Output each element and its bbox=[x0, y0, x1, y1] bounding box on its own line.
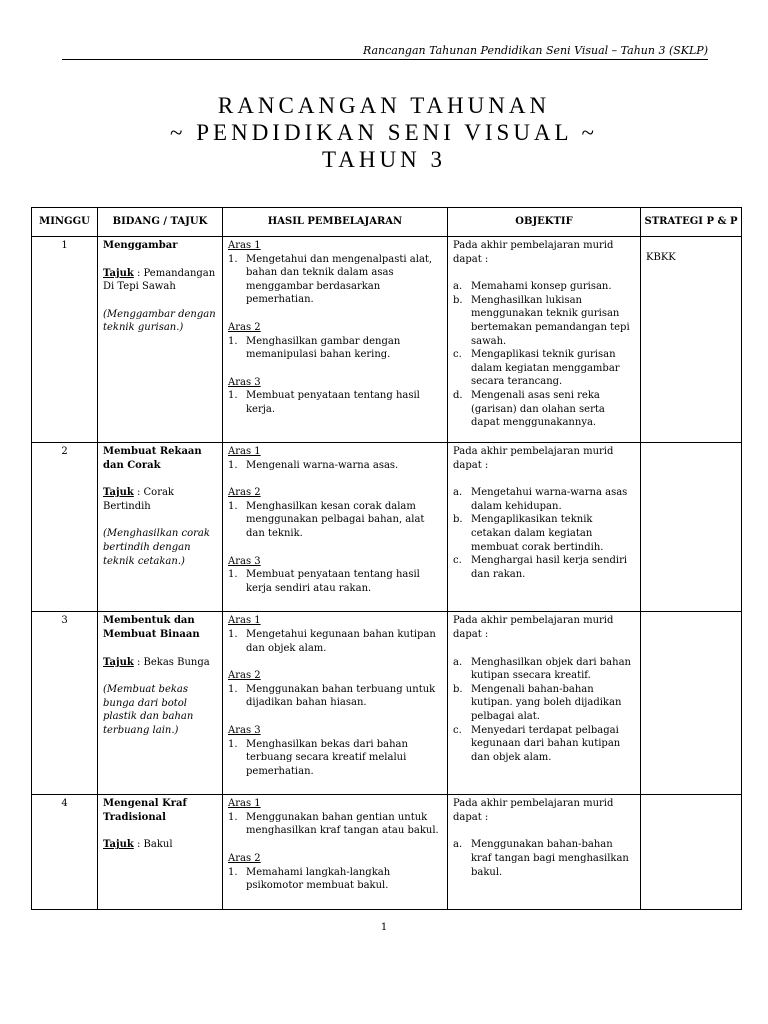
list-marker: a. bbox=[453, 839, 463, 851]
learning-outcomes-cell bbox=[223, 612, 448, 795]
list-item bbox=[453, 486, 635, 513]
learning-outcomes-cell bbox=[223, 443, 448, 612]
list-text: Mengenali asas seni reka (garisan) dan olahan serta dapat menggunakannya. bbox=[471, 389, 605, 429]
bidang-cell bbox=[98, 237, 223, 443]
list-marker: 1. bbox=[228, 390, 238, 402]
level-label: Aras 2 bbox=[228, 670, 261, 682]
list-text: Mengaplikasi teknik gurisan dalam kegiatan menggambar secara terancang. bbox=[471, 349, 620, 388]
tajuk bbox=[103, 486, 217, 513]
list-item bbox=[453, 724, 635, 765]
activity-note: (Menggambar dengan teknik gurisan.) bbox=[103, 308, 216, 334]
level-label: Aras 1 bbox=[228, 446, 261, 457]
level-label: Aras 2 bbox=[228, 853, 261, 865]
tajuk-value: : Bekas Bunga bbox=[136, 656, 210, 668]
header-objektif: OBJEKTIF bbox=[448, 208, 641, 237]
list-item bbox=[453, 656, 635, 683]
list-item bbox=[228, 811, 442, 838]
list-item bbox=[453, 348, 635, 389]
tajuk-value: : Pemandangan Di Tepi Sawah bbox=[103, 267, 216, 293]
list-marker: b. bbox=[453, 294, 463, 306]
table-row bbox=[32, 237, 742, 443]
list-text: Menggunakan bahan gentian untuk menghasilkan kraf tangan atau bakul. bbox=[246, 811, 439, 837]
list-text: Mengetahui kegunaan bahan kutipan dan objek alam. bbox=[246, 628, 436, 654]
list-text: Memahami langkah-langkah psikomotor membuat bakul. bbox=[246, 866, 391, 892]
table-body bbox=[32, 237, 742, 910]
level-items bbox=[228, 738, 442, 779]
tajuk-label: Tajuk bbox=[103, 267, 134, 279]
page-title bbox=[0, 92, 768, 173]
list-text: Menggunakan bahan terbuang untuk dijadikan bahan hiasan. bbox=[246, 683, 436, 709]
list-marker: 1. bbox=[228, 459, 238, 471]
list-text: Membuat penyataan tentang hasil kerja sendiri atau rakan. bbox=[246, 569, 420, 594]
strategy-cell bbox=[641, 443, 742, 612]
level-items bbox=[228, 335, 442, 362]
level-label: Aras 1 bbox=[228, 240, 261, 251]
list-item bbox=[453, 294, 635, 348]
level-items bbox=[228, 866, 442, 893]
bidang-title: Menggambar bbox=[103, 240, 178, 251]
strategy-cell bbox=[641, 795, 742, 910]
running-header: Rancangan Tahunan Pendidikan Seni Visual – Tahun 3 (SKLP) bbox=[62, 44, 708, 60]
level-block bbox=[228, 669, 442, 710]
list-item bbox=[228, 628, 442, 655]
list-marker: 1. bbox=[228, 253, 238, 265]
level-items bbox=[228, 811, 442, 838]
table-row bbox=[32, 612, 742, 795]
list-item bbox=[228, 500, 442, 541]
level-items bbox=[228, 628, 442, 655]
week-number: 2 bbox=[32, 443, 98, 612]
level-label: Aras 3 bbox=[228, 376, 261, 388]
learning-outcomes-cell bbox=[223, 237, 448, 443]
week-number: 1 bbox=[32, 237, 98, 443]
list-text: Memahami konsep gurisan. bbox=[471, 281, 612, 293]
list-item bbox=[228, 459, 442, 473]
level-block bbox=[228, 724, 442, 778]
week-number: 3 bbox=[32, 612, 98, 795]
list-text: Mengetahui dan mengenalpasti alat, bahan dan teknik dalam asas menggambar berdasarkan pemerhatian. bbox=[246, 253, 433, 306]
list-marker: d. bbox=[453, 389, 463, 401]
list-text: Mengenali bahan-bahan kutipan. yang boleh dijadikan pelbagai alat. bbox=[471, 683, 622, 722]
objectives-cell bbox=[448, 237, 641, 443]
list-marker: b. bbox=[453, 683, 463, 695]
level-label: Aras 1 bbox=[228, 615, 261, 627]
title-line-3: TAHUN 3 bbox=[322, 147, 446, 172]
objective-items bbox=[453, 838, 635, 879]
strategy-cell bbox=[641, 237, 742, 443]
tajuk bbox=[103, 267, 217, 294]
level-items bbox=[228, 459, 442, 473]
list-marker: 1. bbox=[228, 811, 238, 823]
level-items bbox=[228, 568, 442, 595]
list-marker: 1. bbox=[228, 628, 238, 640]
bidang-cell bbox=[98, 612, 223, 795]
title-line-1: RANCANGAN TAHUNAN bbox=[217, 93, 551, 118]
objective-intro: Pada akhir pembelajaran murid dapat : bbox=[453, 446, 614, 471]
objective-intro: Pada akhir pembelajaran murid dapat : bbox=[453, 240, 614, 265]
objectives-cell bbox=[448, 795, 641, 910]
level-label: Aras 3 bbox=[228, 724, 261, 736]
objective-items bbox=[453, 486, 635, 581]
list-item bbox=[228, 866, 442, 893]
table-row bbox=[32, 443, 742, 612]
header-minggu: MINGGU bbox=[32, 208, 98, 237]
level-label: Aras 2 bbox=[228, 321, 261, 333]
list-marker: a. bbox=[453, 487, 463, 499]
activity-note: (Menghasilkan corak bertindih dengan teknik cetakan.) bbox=[103, 528, 210, 567]
list-marker: 1. bbox=[228, 500, 238, 512]
level-block bbox=[228, 614, 442, 655]
list-item bbox=[453, 513, 635, 554]
list-marker: 1. bbox=[228, 683, 238, 695]
level-items bbox=[228, 683, 442, 710]
list-text: Mengenali warna-warna asas. bbox=[246, 459, 399, 471]
objectives-cell bbox=[448, 443, 641, 612]
list-text: Menyedari terdapat pelbagai kegunaan dari bahan kutipan dan objek alam. bbox=[471, 724, 621, 763]
list-text: Mengaplikasikan teknik cetakan dalam kegiatan membuat corak bertindih. bbox=[471, 514, 604, 553]
activity-note: (Membuat bekas bunga dari botol plastik dan bahan terbuang lain.) bbox=[103, 684, 194, 736]
level-block bbox=[228, 555, 442, 596]
table-row bbox=[32, 795, 742, 910]
tajuk-label: Tajuk bbox=[103, 487, 134, 499]
list-text: Menghasilkan gambar dengan memanipulasi bahan kering. bbox=[246, 335, 401, 361]
list-item bbox=[228, 253, 442, 307]
list-text: Mengetahui warna-warna asas dalam kehidupan. bbox=[471, 487, 628, 512]
objective-items bbox=[453, 280, 635, 430]
title-line-2: ~ PENDIDIKAN SENI VISUAL ~ bbox=[170, 120, 598, 145]
header-strategi: STRATEGI P & P bbox=[641, 208, 742, 237]
list-marker: a. bbox=[453, 281, 463, 293]
list-marker: b. bbox=[453, 514, 463, 526]
annual-plan-table bbox=[31, 207, 742, 910]
objectives-cell bbox=[448, 612, 641, 795]
header-bidang: BIDANG / TAJUK bbox=[98, 208, 223, 237]
list-text: Menggunakan bahan-bahan kraf tangan bagi menghasilkan bakul. bbox=[471, 839, 629, 878]
level-items bbox=[228, 253, 442, 307]
list-item bbox=[453, 389, 635, 430]
level-label: Aras 2 bbox=[228, 487, 261, 499]
objective-intro: Pada akhir pembelajaran murid dapat : bbox=[453, 798, 614, 823]
level-label: Aras 3 bbox=[228, 555, 261, 567]
list-item bbox=[228, 389, 442, 416]
bidang-cell bbox=[98, 443, 223, 612]
level-label: Aras 1 bbox=[228, 798, 261, 810]
level-items bbox=[228, 500, 442, 541]
level-block bbox=[228, 321, 442, 362]
level-items bbox=[228, 389, 442, 416]
list-item bbox=[228, 738, 442, 779]
table-header-row bbox=[32, 208, 742, 237]
list-item bbox=[228, 335, 442, 362]
list-item bbox=[453, 554, 635, 581]
objective-items bbox=[453, 656, 635, 765]
header-hasil: HASIL PEMBELAJARAN bbox=[223, 208, 448, 237]
tajuk-label: Tajuk bbox=[103, 656, 134, 668]
bidang-title: Membentuk dan Membuat Binaan bbox=[103, 615, 200, 640]
list-marker: 1. bbox=[228, 866, 238, 878]
level-block bbox=[228, 852, 442, 893]
tajuk-label: Tajuk bbox=[103, 839, 134, 851]
tajuk bbox=[103, 656, 217, 670]
list-marker: a. bbox=[453, 656, 463, 668]
bidang-title: Membuat Rekaan dan Corak bbox=[103, 446, 202, 471]
list-item bbox=[453, 280, 635, 294]
list-text: Menghasilkan bekas dari bahan terbuang secara kreatif melalui pemerhatian. bbox=[246, 738, 408, 777]
list-text: Menghargai hasil kerja sendiri dan rakan. bbox=[471, 555, 628, 580]
level-block bbox=[228, 445, 442, 472]
list-marker: 1. bbox=[228, 738, 238, 750]
list-marker: 1. bbox=[228, 569, 238, 581]
level-block bbox=[228, 797, 442, 838]
list-item bbox=[228, 568, 442, 595]
list-text: Menghasilkan objek dari bahan kutipan ssecara kreatif. bbox=[471, 656, 631, 682]
list-item bbox=[453, 683, 635, 724]
list-marker: 1. bbox=[228, 335, 238, 347]
list-marker: c. bbox=[453, 555, 462, 567]
list-text: Membuat penyataan tentang hasil kerja. bbox=[246, 390, 420, 415]
list-text: Menghasilkan lukisan menggunakan teknik gurisan bertemakan pemandangan tepi sawah. bbox=[471, 294, 630, 347]
learning-outcomes-cell bbox=[223, 795, 448, 910]
bidang-cell bbox=[98, 795, 223, 910]
level-block bbox=[228, 239, 442, 307]
list-marker: c. bbox=[453, 724, 462, 736]
list-item bbox=[453, 838, 635, 879]
level-block bbox=[228, 376, 442, 417]
strategy-text: KBKK bbox=[646, 252, 676, 263]
strategy-cell bbox=[641, 612, 742, 795]
tajuk-value: : Corak Bertindih bbox=[103, 487, 174, 512]
objective-intro: Pada akhir pembelajaran murid dapat : bbox=[453, 615, 614, 640]
list-item bbox=[228, 683, 442, 710]
week-number: 4 bbox=[32, 795, 98, 910]
tajuk bbox=[103, 838, 217, 852]
list-text: Menghasilkan kesan corak dalam menggunakan pelbagai bahan, alat dan teknik. bbox=[246, 500, 425, 539]
page-number: 1 bbox=[380, 922, 388, 933]
list-marker: c. bbox=[453, 349, 462, 361]
bidang-title: Mengenal Kraf Tradisional bbox=[103, 798, 187, 823]
level-block bbox=[228, 486, 442, 540]
tajuk-value: : Bakul bbox=[136, 839, 173, 851]
